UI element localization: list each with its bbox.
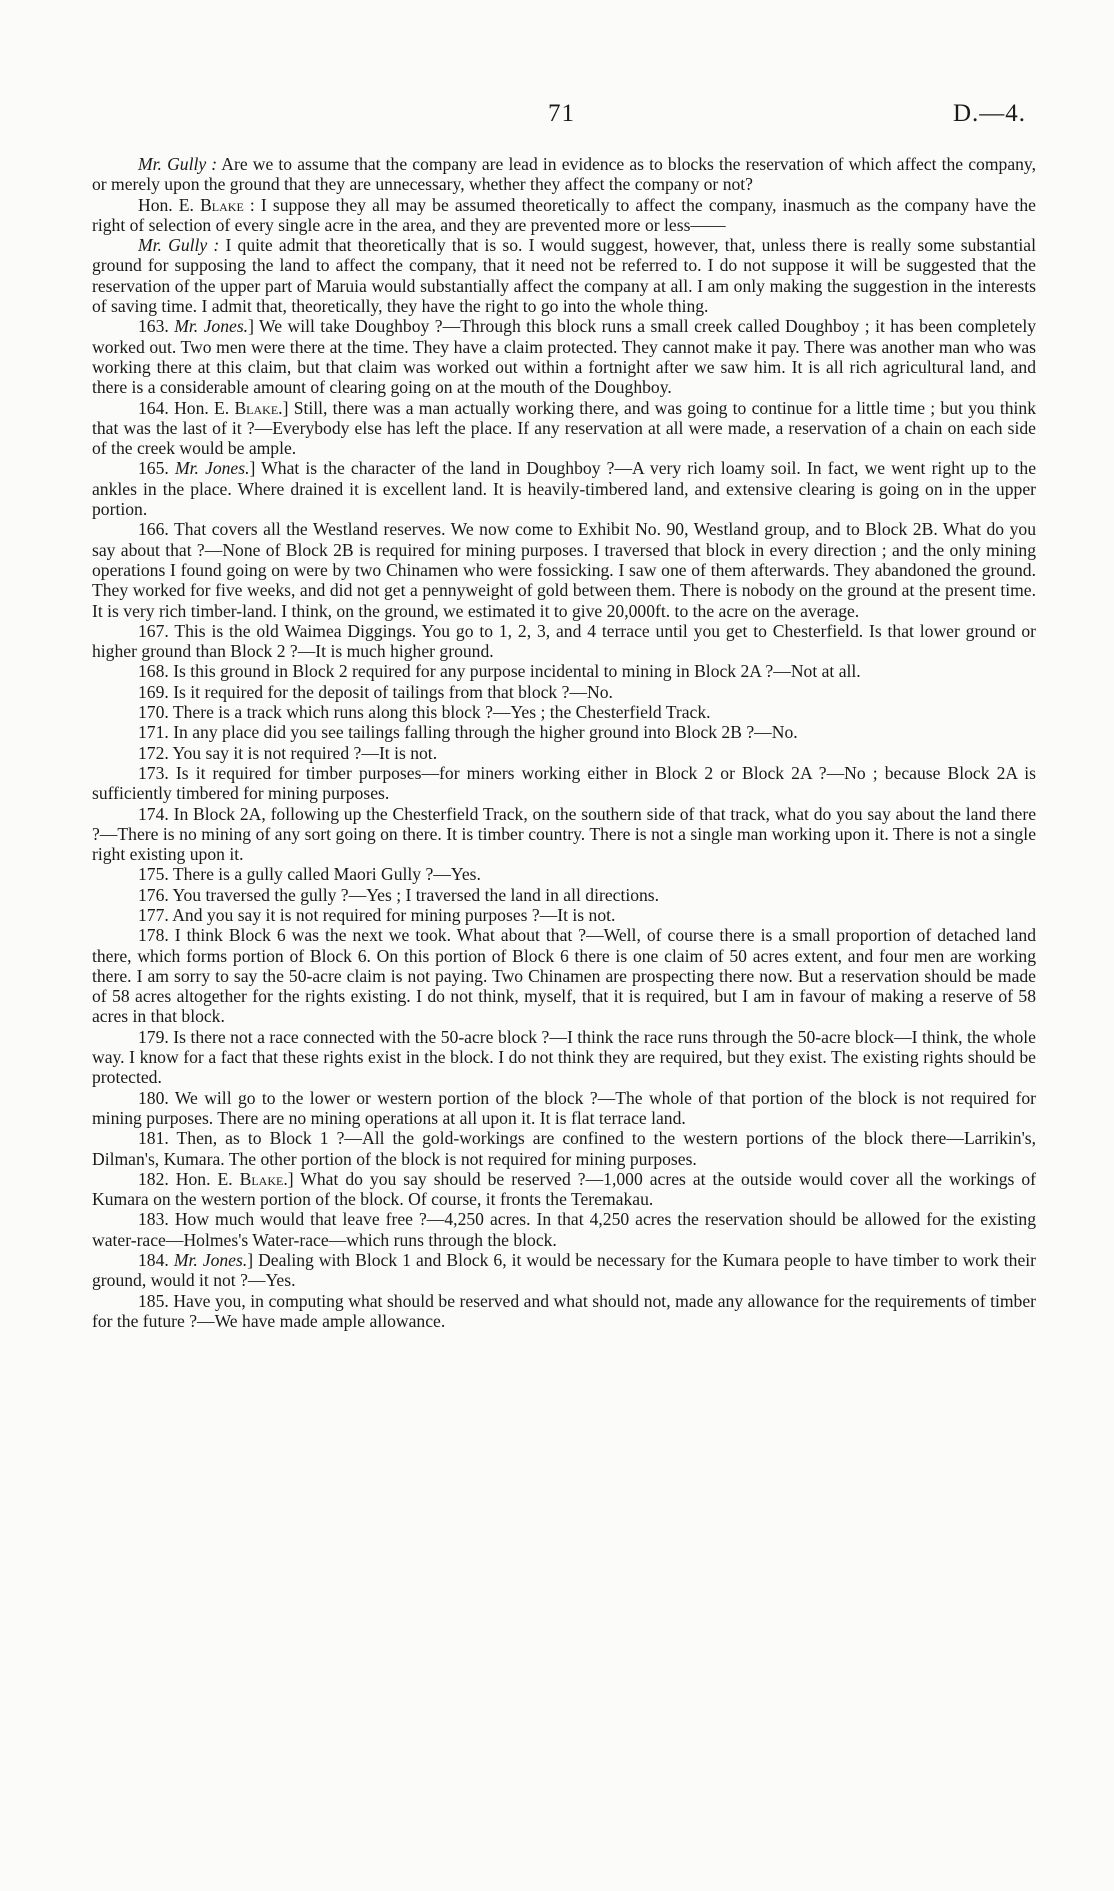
paragraph-text: Then, as to Block 1 ?—All the gold-workings are confined to the western portions of the block there—Larrikin's, Dilman's, Kumara. The other portion of the block is not required for mining purposes. [92, 1128, 1036, 1169]
speaker-name: Blake [239, 1168, 284, 1189]
paragraph-text: There is a track which runs along this block ?—Yes ; the Chesterfield Track. [172, 702, 711, 723]
speaker-name: Blake [234, 397, 279, 418]
paragraph [92, 195, 1036, 236]
paragraph [92, 621, 1036, 662]
speaker-name: Mr. Gully : [138, 154, 218, 174]
paragraph-text: In Block 2A, following up the Chesterfield Track, on the southern side of that track, what do you say about the land there ?—There is no mining of any sort going on there. It is timber country. There is not a single man working upon it. There is not a single right existing upon it. [92, 803, 1037, 865]
paragraph [92, 925, 1036, 1026]
paragraph-text: We will go to the lower or western portion of the block ?—The whole of that portion of the block is not required for mining purposes. There are no mining operations at all upon it. It is flat terrace land. [92, 1087, 1037, 1128]
paragraph-text: I think Block 6 was the next we took. What about that ?—Well, of course there is a small proportion of detached land there, which forms portion of Block 6. On this portion of Block 6 there is one claim of 50 acres extent, and four men are working there. I am sorry to say the 50-acre claim is not paying. Two Chinamen are prospecting there now. But a reservation should be made of 58 acres altogether for the rights existing. I do not think, myself, that it is required, but I am in favour of making a reserve of 58 acres in that block. [92, 925, 1037, 1027]
paragraph-text: And you say it is not required for mining purposes ?—It is not. [172, 904, 616, 925]
paragraph-text: You say it is not required ?—It is not. [172, 742, 438, 763]
speaker-name: Mr. Jones. [173, 1250, 248, 1271]
paragraph [92, 1209, 1036, 1250]
paragraph [92, 864, 1036, 884]
paragraph-text: Have you, in computing what should be reserved and what should not, made any allowance for the requirements of timber for the future ?—We have made ample allowance. [92, 1290, 1036, 1331]
paragraph [92, 1291, 1036, 1332]
paragraph-text: Is it required for timber purposes—for miners working either in Block 2 or Block 2A ?—No ; because Block 2A is sufficiently timbered for mining purposes. [92, 762, 1036, 804]
paragraph [92, 316, 1036, 397]
question-number: 185. [138, 1290, 174, 1311]
page-number: 71 [548, 100, 575, 127]
paragraph [92, 398, 1036, 459]
body-text [92, 154, 1036, 1331]
speaker-prefix: Hon. E. [175, 1168, 240, 1189]
paragraph-text: I quite admit that theoretically that is so. I would suggest, however, that, unless there is really some substantial ground for supposing the land to affect the company, that it need not be referred to. I do not suppose it will be suggested that the reservation of the upper part of Maruia would substantially affect the company at all. I am only making the suggestion in the interests of saving time. I admit that, theoretically, they have the right to go into the whole thing. [92, 235, 1036, 317]
paragraph-text: : I suppose they all may be assumed theoretically to affect the company, inasmuch as the company have the right of selection of every single acre in the area, and they are prevented more or less—— [92, 194, 1036, 235]
question-number: 183. [138, 1209, 175, 1230]
document-reference: D.—4. [952, 100, 1026, 127]
paragraph [92, 743, 1036, 763]
question-number: 175. [138, 864, 173, 885]
paragraph [92, 154, 1036, 195]
paragraph-text: This is the old Waimea Diggings. You go to 1, 2, 3, and 4 terrace until you get to Chesterfield. Is that lower ground or higher ground than Block 2 ?—It is much higher ground. [92, 620, 1036, 662]
question-number: 168. [138, 661, 174, 682]
paragraph [92, 804, 1036, 865]
speaker-prefix: Hon. E. [174, 397, 235, 418]
speaker-name: Blake [200, 194, 244, 215]
page-header [0, 100, 1114, 140]
paragraph-text: ] We will take Doughboy ?—Through this block runs a small creek called Doughboy ; it has been completely worked out. Two men were there at the time. They have a claim protected. They cannot make it pay. There was another man who was working there at this claim, but that claim was worked out within a fortnight after we saw him. It is all rich agricultural land, and there is a considerable amount of clearing going on at the mouth of the Doughboy. [92, 316, 1037, 398]
paragraph [92, 682, 1036, 702]
paragraph [92, 763, 1036, 804]
speaker-name: Mr. Jones. [174, 316, 249, 337]
question-number: 169. [138, 681, 174, 702]
question-number: 178. [138, 925, 175, 946]
paragraph-text: Is this ground in Block 2 required for any purpose incidental to mining in Block 2A ?—Not at all. [173, 661, 861, 682]
question-number: 165. [138, 458, 175, 479]
question-number: 164. [138, 397, 175, 418]
question-number: 177. [138, 904, 173, 925]
question-number: 167. [138, 620, 175, 641]
paragraph-text: Are we to assume that the company are lead in evidence as to blocks the reservation of which affect the company, or merely upon the ground that they are unnecessary, whether they affect the company or not? [92, 154, 1036, 195]
paragraph-text: ] What is the character of the land in Doughboy ?—A very rich loamy soil. In fact, we went right up to the ankles in the place. Where drained it is excellent land. It is heavily-timbered land, and extensive clearing is going on in the upper portion. [92, 458, 1037, 520]
paragraph-text: That covers all the Westland reserves. We now come to Exhibit No. 90, Westland group, and to Block 2B. What do you say about that ?—None of Block 2B is required for mining purposes. I traversed that block in every direction ; and the only mining operations I found going on were by two Chinamen who were fossicking. I saw one of them afterwards. They abandoned the ground. They worked for five weeks, and did not get a pennyweight of gold between them. There is nobody on the ground at the present time. It is very rich timber-land. I think, on the ground, we estimated it to give 20,000ft. to the acre on the average. [92, 519, 1036, 621]
speaker-name: Mr. Jones. [174, 458, 250, 479]
paragraph-text: How much would that leave free ?—4,250 acres. In that 4,250 acres the reservation should be allowed for the existing water-race—Holmes's Water-race—which runs through the block. [92, 1209, 1036, 1250]
speaker-prefix: Hon. E. [138, 194, 201, 215]
question-number: 166. [138, 519, 174, 540]
question-number: 176. [138, 884, 173, 905]
paragraph [92, 458, 1036, 519]
paragraph-text: In any place did you see tailings falling through the higher ground into Block 2B ?—No. [173, 722, 798, 743]
paragraph-text: ] Dealing with Block 1 and Block 6, it would be necessary for the Kumara people to have timber to work their ground, would it not ?—Yes. [92, 1250, 1037, 1291]
speaker-name: Mr. Gully : [138, 235, 220, 256]
question-number: 182. [138, 1168, 176, 1189]
question-number: 171. [138, 722, 174, 743]
paragraph [92, 722, 1036, 742]
question-number: 180. [138, 1087, 175, 1108]
question-number: 184. [138, 1250, 174, 1271]
paragraph [92, 519, 1036, 620]
paragraph-text: There is a gully called Maori Gully ?—Yes. [172, 864, 481, 885]
paragraph-text: .] Still, there was a man actually working there, and was going to continue for a little time ; but you think that was the last of it ?—Everybody else has left the place. If any reservation at all were made, a reservation of a chain on each side of the creek would be ample. [92, 397, 1037, 459]
paragraph [92, 885, 1036, 905]
question-number: 179. [138, 1026, 174, 1047]
paragraph [92, 1128, 1036, 1169]
paragraph [92, 702, 1036, 722]
question-number: 174. [138, 803, 174, 824]
question-number: 170. [138, 702, 173, 723]
question-number: 181. [138, 1128, 177, 1149]
paragraph [92, 1027, 1036, 1088]
paragraph [92, 1169, 1036, 1210]
paragraph-text: Is there not a race connected with the 50-acre block ?—I think the race runs through the 50-acre block—I think, the whole way. I know for a fact that these rights exist in the block. I do not think they are required, but they exist. The existing rights should be protected. [92, 1026, 1036, 1088]
question-number: 173. [138, 762, 176, 783]
question-number: 172. [138, 742, 173, 763]
paragraph-text: You traversed the gully ?—Yes ; I traversed the land in all directions. [172, 884, 660, 905]
paragraph-text: .] What do you say should be reserved ?—1,000 acres at the outside would cover all the workings of Kumara on the western portion of the block. Of course, it fronts the Teremakau. [92, 1168, 1037, 1210]
paragraph [92, 1088, 1036, 1129]
question-number: 163. [138, 316, 175, 337]
paragraph [92, 905, 1036, 925]
paragraph [92, 661, 1036, 681]
paragraph [92, 1250, 1036, 1291]
paragraph-text: Is it required for the deposit of tailings from that block ?—No. [173, 681, 613, 702]
paragraph [92, 235, 1036, 316]
